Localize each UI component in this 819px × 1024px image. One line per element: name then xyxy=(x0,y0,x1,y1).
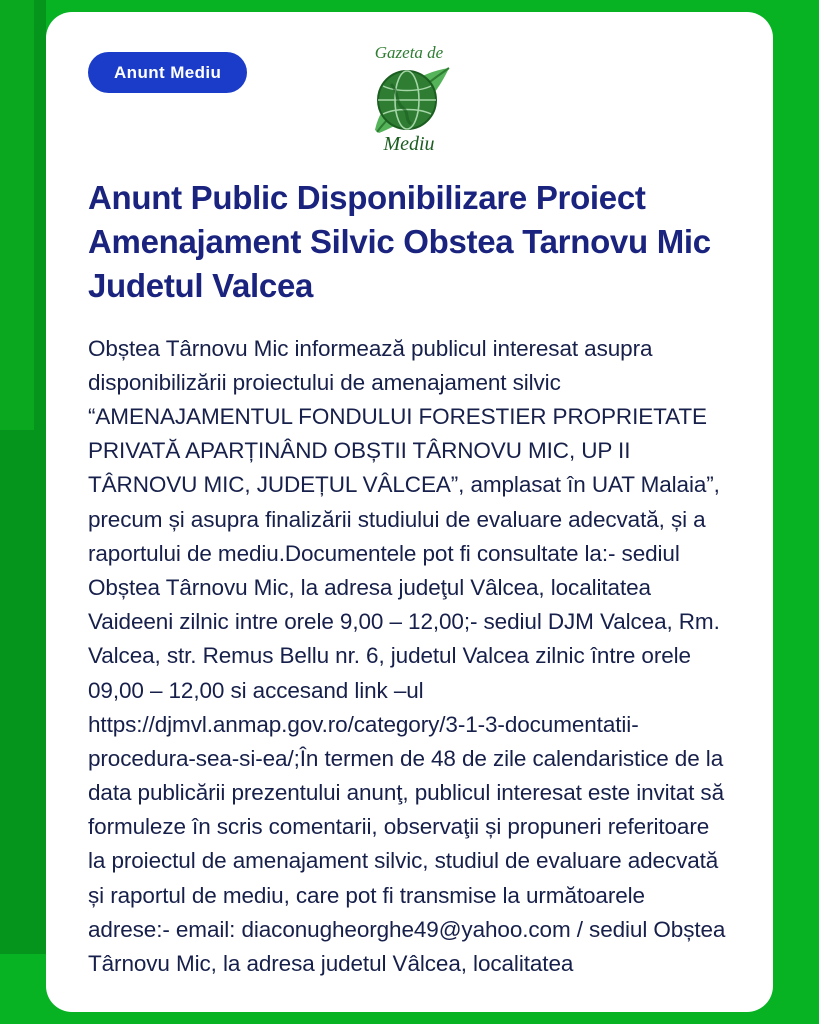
logo-top-text: Gazeta de xyxy=(374,43,443,62)
announcement-card xyxy=(46,12,773,1012)
article-body: Obștea Târnovu Mic informează publicul interesat asupra disponibilizării proiectului de amenajament silvic “AMENAJAMENTUL FONDULUI FORESTIER PROPRIETATE PRIVATĂ APARȚINÂND OBȘTII TÂRNOVU MIC, UP II TÂRNOVU MIC, JUDEȚUL VÂLCEA”, amplasat în UAT Malaia”, precum și asupra finalizării studiului de evaluare adecvată, și a raportului de mediu.Documentele pot fi consultate la:- sediul Obștea Târnovu Mic, la adresa judeţul Vâlcea, localitatea Vaideeni zilnic intre orele 9,00 – 12,00;- sediul DJM Valcea, Rm. Valcea, str. Remus Bellu nr. 6, judetul Valcea zilnic între orele 09,00 – 12,00 si accesand link –ul https://djmvl.anmap.gov.ro/category/3-1-3-documentatii-procedura-sea-si-ea/;În termen de 48 de zile calendaristice de la data publicării prezentului anunţ, publicul interesat este invitat să formuleze în scris comentarii, observaţii și propuneri referitoare la proiectul de amenajament silvic, studiul de evaluare adecvată și raportul de mediu, care pot fi transmise la următoarele adrese:- email: diaconugheorghe49@yahoo.com / sediul Obștea Târnovu Mic, la adresa judetul Vâlcea, localitatea xyxy=(88,335,726,976)
page-title: Anunt Public Disponibilizare Proiect Amenajament Silvic Obstea Tarnovu Mic Judetul Valcea xyxy=(88,179,711,304)
globe-leaf-logo-icon xyxy=(345,38,475,156)
logo-bottom-text: Mediu xyxy=(382,133,435,155)
background-left-stripe-mid xyxy=(0,0,34,430)
card-header xyxy=(88,43,731,158)
category-badge: Anunt Mediu xyxy=(88,52,247,93)
